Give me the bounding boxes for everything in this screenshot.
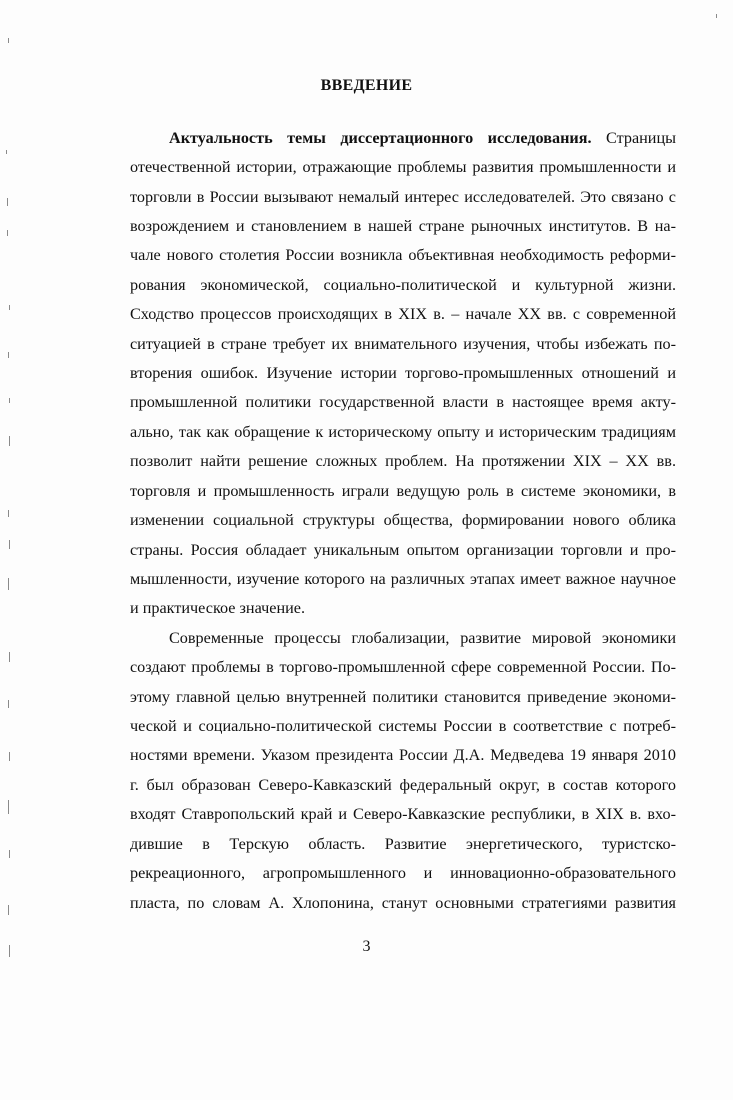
scan-speck	[716, 14, 717, 18]
scan-speck	[8, 800, 9, 814]
scan-speck	[9, 398, 10, 403]
text-line: Сходство процессов происходящих в XIX в. – начале XX вв. с современной	[130, 305, 676, 323]
text-line: рования экономической, социально-политической и культурной жизни.	[130, 276, 676, 294]
scan-speck	[7, 230, 8, 236]
scan-speck	[9, 305, 10, 310]
scan-speck	[9, 850, 10, 858]
text-line: и практическое значение.	[130, 599, 305, 617]
text-line: пласта, по словам А. Хлопонина, станут основными стратегиями развития	[130, 894, 676, 912]
text-line: чале нового столетия России возникла объективная необходимость реформи-	[130, 246, 676, 264]
scan-speck	[9, 436, 10, 446]
text-line: отечественной истории, отражающие проблемы развития промышленности и	[130, 158, 676, 176]
text-line: позволит найти решение сложных проблем. На протяжении XIX – XX вв.	[130, 452, 676, 470]
scan-speck	[9, 652, 10, 662]
text-line: входят Ставропольский край и Северо-Кавказские республики, в XIX в. вхо-	[130, 805, 676, 823]
scan-speck	[9, 752, 10, 761]
lead-bold-phrase: Актуальность темы диссертационного исследования.	[169, 129, 592, 147]
scan-speck	[9, 945, 10, 957]
scan-speck	[8, 510, 9, 517]
text-line: дившие в Терскую область. Развитие энергетического, туристско-	[130, 835, 676, 853]
scan-speck	[8, 905, 9, 915]
text-line: ально, так как обращение к историческому опыту и историческим традициям	[130, 423, 676, 441]
text-line: ситуацией в стране требует их внимательного изучения, чтобы избежать по-	[130, 335, 676, 353]
text-line: вторения ошибок. Изучение истории торгово-промышленных отношений и	[130, 364, 676, 382]
page-number: 3	[362, 938, 371, 955]
text-line: этому главной целью внутренней политики становится приведение экономи-	[130, 688, 676, 706]
text-line: ностями времени. Указом президента России Д.А. Медведева 19 января 2010	[130, 746, 676, 764]
text-line: страны. Россия обладает уникальным опытом организации торговли и про-	[130, 541, 676, 559]
paragraph-1-first-line	[169, 128, 676, 148]
scan-speck	[6, 150, 7, 154]
scan-speck	[8, 38, 9, 43]
text-line: промышленной политики государственной власти в настоящее время акту-	[130, 393, 676, 411]
text-line: возрождением и становлением в нашей стране рыночных институтов. В на-	[130, 217, 676, 235]
text-line: создают проблемы в торгово-промышленной сфере современной России. По-	[130, 658, 676, 676]
first-line-rest: Страницы	[606, 129, 676, 147]
text-line: ческой и социально-политической системы России в соответствие с потреб-	[130, 717, 676, 735]
text-line: мышленности, изучение которого на различных этапах имеет важное научное	[130, 570, 676, 588]
scan-speck	[9, 540, 10, 549]
text-line: г. был образован Северо-Кавказский федеральный округ, в состав которого	[130, 776, 676, 794]
text-line: рекреационного, агропромышленного и инновационно-образовательного	[130, 864, 676, 882]
scan-speck	[8, 352, 9, 358]
scan-speck	[7, 198, 8, 206]
text-line: торговли в России вызывают немалый интерес исследователей. Это связано с	[130, 188, 676, 206]
scan-speck	[8, 700, 9, 708]
text-line: Современные процессы глобализации, развитие мировой экономики	[169, 629, 676, 647]
scan-speck	[8, 578, 9, 590]
section-heading: ВВЕДЕНИЕ	[320, 77, 413, 94]
text-line: изменении социальной структуры общества, формировании нового облика	[130, 511, 676, 529]
text-line: торговля и промышленность играли ведущую роль в системе экономики, в	[130, 482, 676, 500]
